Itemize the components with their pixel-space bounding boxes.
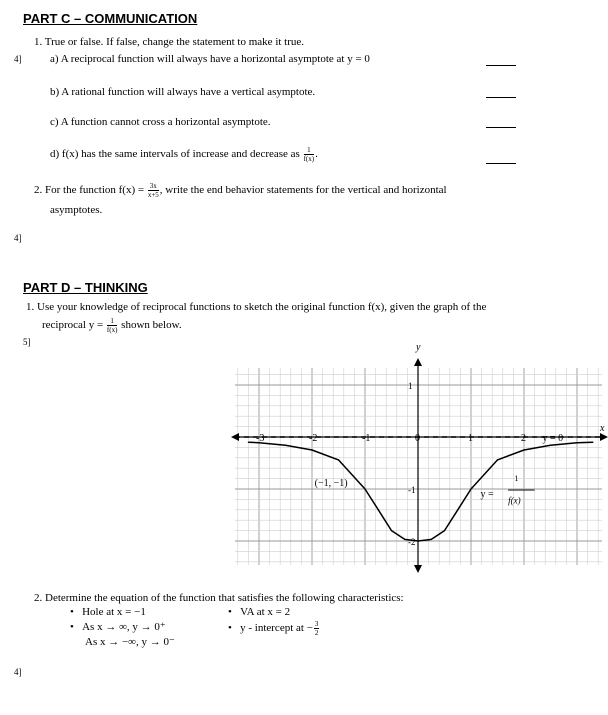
curve-point: [497, 459, 498, 460]
part-c-q2-den: x+5: [147, 191, 159, 199]
y-tick-label: -1: [408, 485, 416, 495]
answer-line-a[interactable]: [486, 65, 516, 66]
statement-d-den: f(x): [303, 155, 315, 163]
bullet-va: • VA at x = 2: [228, 606, 291, 618]
bullet-end-right-text: As x → ∞, y → 0⁺: [82, 621, 166, 633]
curve-point: [550, 445, 551, 446]
part-c-q1-marks: 4]: [14, 54, 22, 64]
part-c-q2-text: 2. For the function f(x) =: [34, 184, 145, 197]
part-d-q1-text: reciprocal y =: [42, 319, 104, 332]
y-tick-label: 1: [408, 381, 413, 391]
y-intercept-den: 2: [314, 629, 319, 637]
curve-point: [444, 530, 445, 531]
part-d-q1-marks: 5]: [23, 337, 31, 347]
part-c-q2: [34, 182, 447, 199]
part-c-heading: PART C – COMMUNICATION: [23, 11, 198, 26]
part-d-q2-marks: 4]: [14, 667, 22, 677]
part-d-q2: 2. Determine the equation of the function that satisfies the following characteristics:: [34, 592, 404, 604]
part-c-q1: 1. True or false. If false, change the statement to make it true.: [34, 36, 305, 48]
part-c-q2-fraction: [148, 182, 159, 199]
part-d-q1-den: f(x): [106, 326, 118, 334]
part-d-heading: PART D – THINKING: [23, 280, 148, 295]
y-intercept-fraction: [314, 620, 320, 637]
bullet-hole-text: Hole at x = −1: [82, 606, 146, 618]
asymptote-label: y = 0: [542, 433, 564, 444]
curve-point: [417, 540, 418, 541]
statement-b: b) A rational function will always have a vertical asymptote.: [50, 86, 316, 98]
curve-label-den: f(x): [508, 495, 521, 506]
x-tick-label: 0: [415, 433, 420, 444]
curve-label-num: 1: [514, 474, 519, 484]
y-axis-arrow-up: [414, 358, 422, 366]
curve-point: [523, 449, 524, 450]
statement-d-num: 1: [304, 146, 315, 155]
statement-d-period: .: [315, 148, 318, 161]
y-axis-label: y: [416, 342, 421, 353]
bullet-list-left: [70, 606, 175, 648]
curve-point: [364, 488, 365, 489]
y-intercept-num: 3: [314, 620, 319, 628]
bullet-y-intercept-text: y - intercept at −: [240, 622, 313, 635]
bullet-list-right: [228, 606, 320, 637]
bullet-y-intercept: • y - intercept at − $\frac{3}{2}$: [228, 620, 319, 637]
answer-line-b[interactable]: [486, 97, 516, 98]
part-d-q1-line2: [42, 317, 182, 334]
reciprocal-graph: [230, 340, 608, 575]
x-axis-arrow-right: [600, 433, 608, 441]
answer-line-d[interactable]: [486, 163, 516, 164]
answer-line-c[interactable]: [486, 127, 516, 128]
curve-point: [285, 445, 286, 446]
part-d-q1-line1: 1. Use your knowledge of reciprocal functions to sketch the original function f(x), given the graph of the: [26, 301, 487, 313]
point-label: (−1, −1): [314, 478, 348, 489]
reciprocal-curve: [248, 442, 593, 541]
x-tick-label: 2: [521, 433, 526, 444]
statement-d: [50, 146, 318, 163]
bullet-hole: • Hole at x = −1: [70, 606, 146, 618]
statement-d-text: d) f(x) has the same intervals of increase and decrease as: [50, 148, 300, 161]
statement-d-fraction: [304, 146, 315, 163]
curve-point: [431, 539, 432, 540]
x-axis-label: x: [600, 423, 605, 434]
x-tick-label: -3: [256, 433, 265, 444]
y-tick-label: -2: [408, 537, 416, 547]
bullet-end-left: [70, 635, 175, 648]
bullet-end-right: • As x → ∞, y → 0⁺: [70, 621, 166, 633]
part-d-q1-fraction: [107, 317, 118, 334]
curve-point: [338, 459, 339, 460]
curve-point: [470, 488, 471, 489]
curve-point: [391, 530, 392, 531]
y-axis-arrow-down: [414, 565, 422, 573]
statement-c: c) A function cannot cross a horizontal asymptote.: [50, 116, 271, 128]
part-d-q1-num: 1: [107, 317, 118, 326]
statement-a: a) A reciprocal function will always have a horizontal asymptote at y = 0: [50, 53, 370, 65]
curve-point: [378, 509, 379, 510]
part-c-q2-text-post: , write the end behavior statements for the vertical and horizontal: [159, 184, 447, 197]
curve-label-prefix: y =: [480, 488, 494, 500]
curve-point: [248, 442, 249, 443]
part-c-q2-marks: 4]: [14, 233, 22, 243]
x-tick-label: -2: [309, 433, 318, 444]
curve-point: [576, 442, 577, 443]
curve-point: [311, 449, 312, 450]
x-tick-label: -1: [362, 433, 371, 444]
part-c-q2-line2: asymptotes.: [50, 204, 103, 216]
curve-point: [404, 539, 405, 540]
x-tick-label: 1: [468, 433, 473, 444]
part-d-q1-text-post: shown below.: [121, 319, 182, 332]
bullet-va-text: VA at x = 2: [240, 606, 291, 618]
curve-point: [457, 509, 458, 510]
curve-point: [592, 442, 593, 443]
bullet-end-left-text: As x → −∞, y → 0⁻: [85, 636, 175, 648]
part-c-q2-num: 3x: [149, 182, 157, 190]
graph-curve-layer: [248, 442, 594, 542]
